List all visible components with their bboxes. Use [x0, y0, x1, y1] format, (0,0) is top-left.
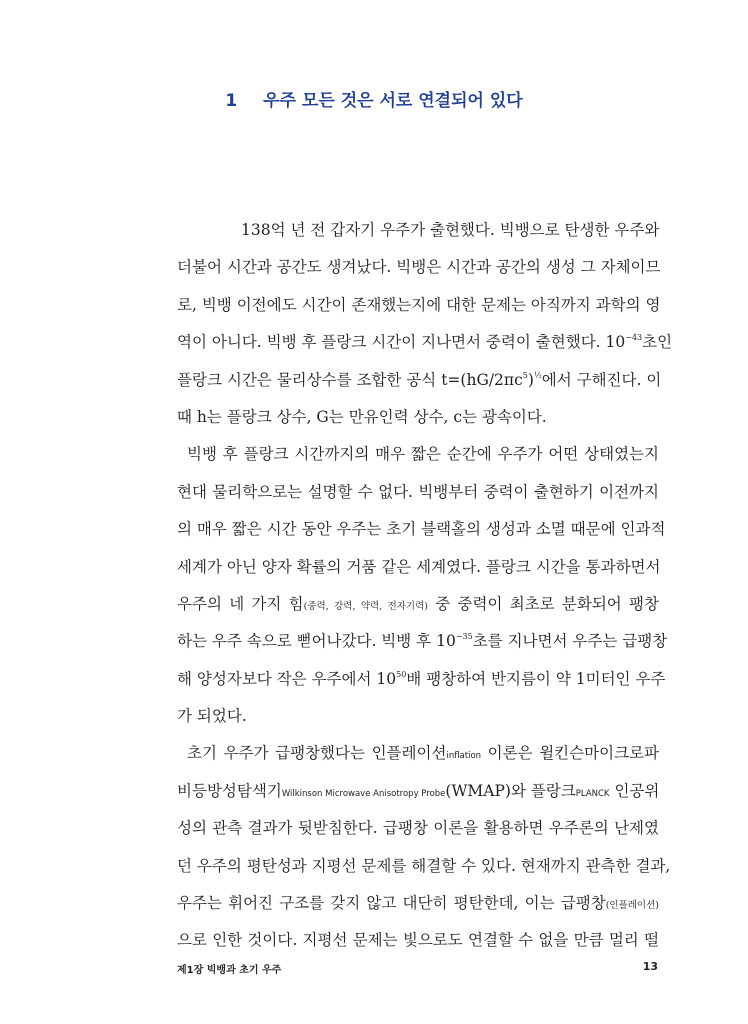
paragraph-1-line-1: 138억 년 전 갑자기 우주가 출현했다. 빅뱅으로 탄생한 우주와 — [241, 221, 660, 239]
text-run: 에서 구해진다. 이 — [541, 370, 662, 389]
paragraph-1-line-5 — [177, 365, 662, 402]
text-run: 인공위 — [609, 781, 660, 800]
paragraph-2-line-2: 현대 물리학으로는 설명할 수 없다. 빅뱅부터 중력이 출현하기 이전까지 — [177, 482, 659, 501]
text-run: 중 중력이 최초로 분화되어 팽창 — [427, 594, 659, 613]
text-run: 해 양성자보다 작은 우주에서 10 — [177, 669, 397, 688]
paragraph-3-line-2 — [177, 776, 659, 813]
paragraph-1-line-6: 때 h는 플랑크 상수, G는 만유인력 상수, c는 광속이다. — [177, 407, 547, 426]
paragraph-2-line-8: 가 되었다. — [177, 707, 247, 726]
inflation-note: (인플레이션) — [605, 900, 659, 912]
text-run: 초기 우주가 급팽창했다는 인플레이션 — [187, 744, 447, 763]
paragraph-3-line-4: 던 우주의 평탄성과 지평선 문제를 해결할 수 있다. 현재까지 관측한 결과, — [177, 856, 671, 875]
paragraph-2-line-3: 의 매우 짧은 시간 동안 우주는 초기 블랙홀의 생성과 소멸 때문에 인과적 — [177, 520, 666, 539]
text-run: 플랑크 시간은 물리상수를 조합한 공식 t=(hG/2πc — [177, 370, 523, 389]
paragraph-2-line-1: 빅뱅 후 플랑크 시간까지의 매우 짧은 순간에 우주가 어떤 상태였는지 — [187, 445, 659, 464]
text-run: 우주의 네 가지 힘 — [177, 594, 304, 613]
exponent: ½ — [533, 370, 542, 380]
text-run: 비등방성탐색기 — [177, 781, 282, 800]
gloss-planck: PLANCK — [575, 788, 610, 799]
page-number: 13 — [642, 960, 658, 973]
paragraph-2-line-5 — [177, 589, 659, 626]
exponent: 50 — [396, 669, 407, 679]
paragraph-1-line-4 — [177, 327, 673, 364]
paragraph-3-line-6: 으로 인한 것이다. 지평선 문제는 빛으로도 연결할 수 없을 만큼 멀리 떨 — [177, 931, 659, 950]
text-run: 역이 아니다. 빅뱅 후 플랑크 시간이 지나면서 중력이 출현했다. 10 — [177, 333, 626, 352]
exponent: −43 — [625, 333, 643, 343]
chapter-heading — [0, 86, 748, 111]
exponent: −35 — [455, 632, 473, 642]
text-run: 이론은 윌킨슨마이크로파 — [481, 744, 659, 763]
paragraph-2-line-6 — [177, 626, 668, 663]
text-run: 하는 우주 속으로 뻗어나갔다. 빅뱅 후 10 — [177, 632, 456, 651]
chapter-number: 1 — [225, 91, 238, 111]
paragraph-1-line-2: 더불어 시간과 공간도 생겨났다. 빅뱅은 시간과 공간의 생성 그 자체이므 — [177, 258, 661, 277]
forces-note: (중력, 강력, 약력, 전자기력) — [303, 600, 428, 612]
paragraph-3-line-3: 성의 관측 결과가 뒷받침한다. 급팽창 이론을 활용하면 우주론의 난제였 — [177, 819, 659, 838]
chapter-title: 우주 모든 것은 서로 연결되어 있다 — [263, 91, 523, 111]
text-run: 배 팽창하여 반지름이 약 1미터인 우주 — [406, 669, 666, 688]
body-text — [177, 215, 673, 963]
text-run: 우주는 휘어진 구조를 갖지 않고 대단히 평탄한데, 이는 급팽창 — [177, 894, 606, 913]
paragraph-3-line-1 — [177, 738, 659, 775]
paragraph-3-line-5 — [177, 888, 659, 925]
paragraph-2-line-4: 세계가 아닌 양자 확률의 거품 같은 세계였다. 플랑크 시간을 통과하면서 — [177, 557, 661, 576]
exponent: 5 — [522, 370, 528, 380]
text-run: (WMAP)와 플랑크 — [445, 781, 576, 800]
text-run: 초를 지나면서 우주는 급팽창 — [472, 632, 668, 651]
gloss-wmap: Wilkinson Microwave Anisotropy Probe — [281, 788, 446, 799]
text-run: ) — [527, 370, 534, 389]
gloss-inflation: inflation — [446, 751, 482, 762]
text-run: 초인 — [642, 333, 673, 352]
paragraph-1-line-3: 로, 빅뱅 이전에도 시간이 존재했는지에 대한 문제는 아직까지 과학의 영 — [177, 295, 661, 314]
paragraph-2-line-7 — [177, 664, 666, 701]
running-footer-chapter: 제1장 빅뱅과 초기 우주 — [177, 965, 282, 976]
